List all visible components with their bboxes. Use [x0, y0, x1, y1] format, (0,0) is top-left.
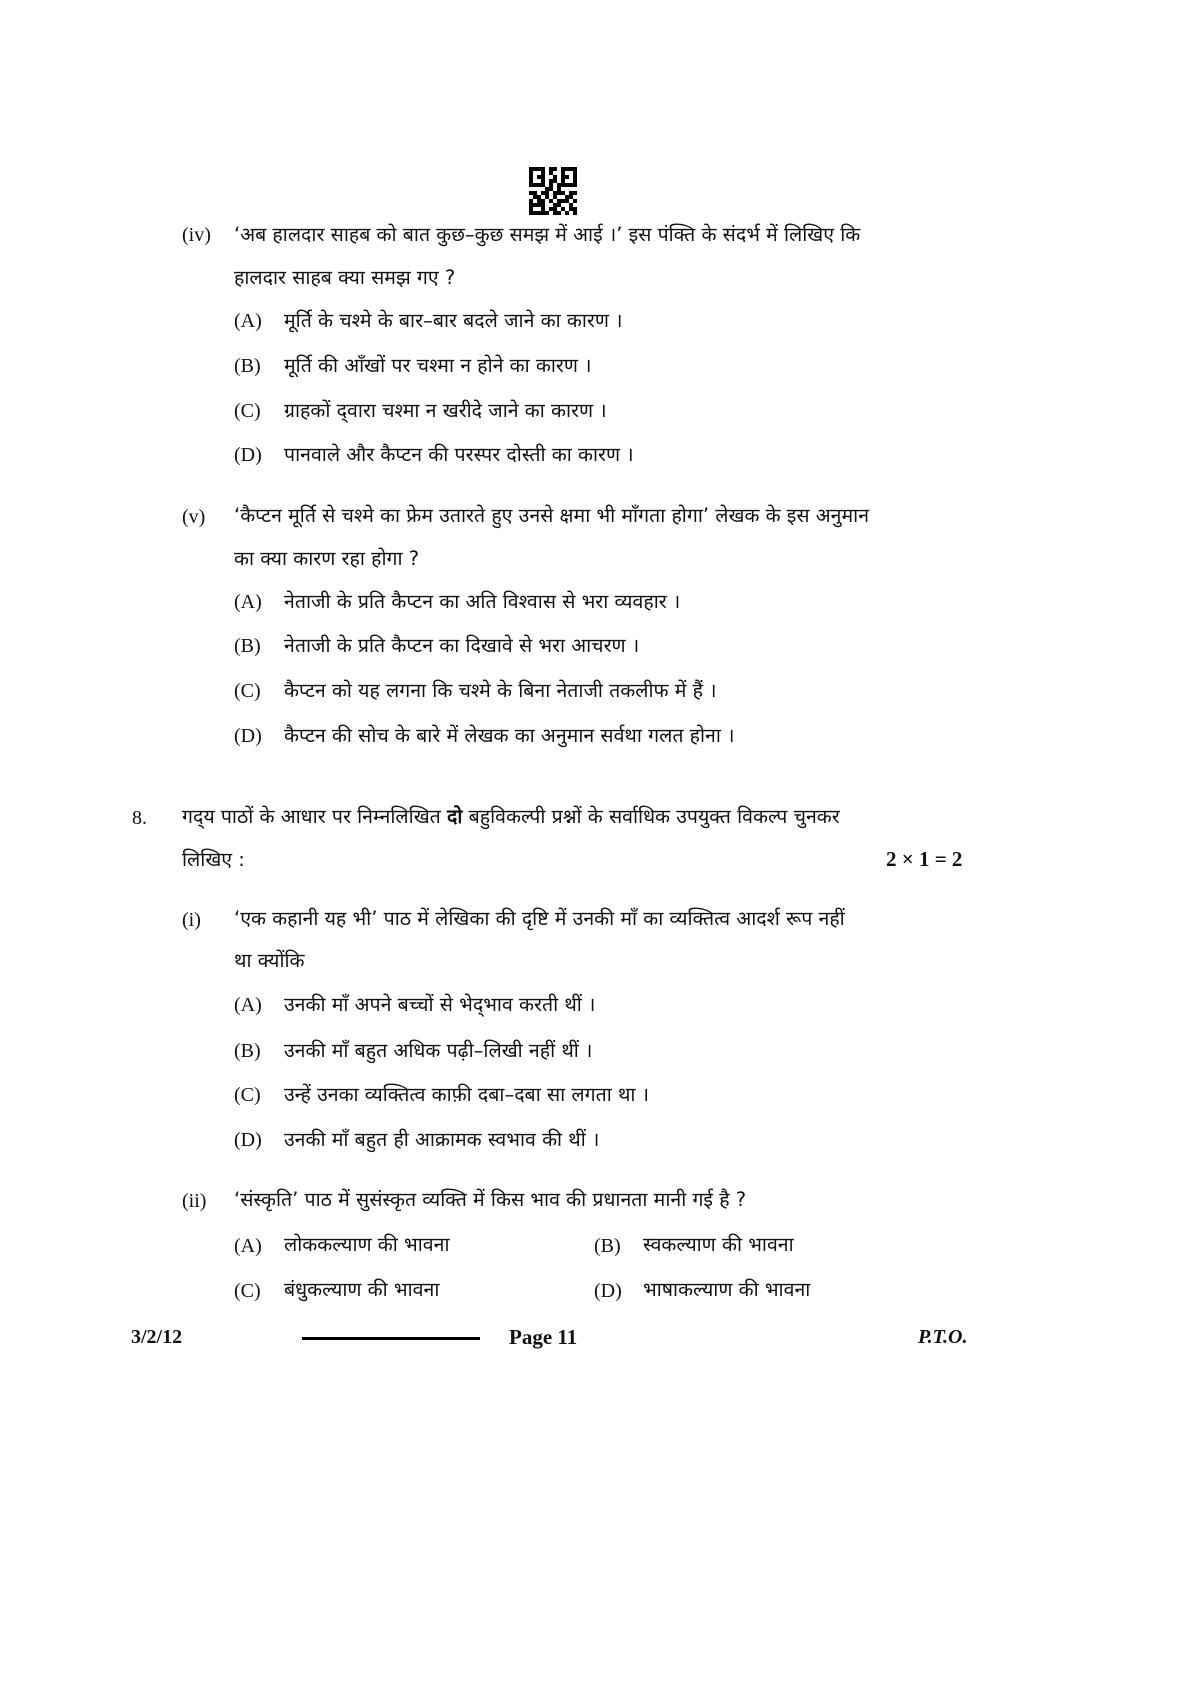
question-number: (v)	[182, 506, 206, 528]
option-text: उनकी माँ बहुत ही आक्रामक स्वभाव की थीं ।	[284, 1128, 600, 1151]
option-text: कैप्टन की सोच के बारे में लेखक का अनुमान सर्वथा गलत होना ।	[284, 724, 735, 747]
option-text: उनकी माँ बहुत अधिक पढ़ी–लिखी नहीं थीं ।	[284, 1039, 593, 1062]
option-text: उन्हें उनका व्यक्तित्व काफ़ी दबा–दबा सा लगता था ।	[284, 1083, 650, 1106]
question-text	[182, 803, 840, 831]
option-text: स्वकल्याण की भावना	[643, 1233, 794, 1256]
pto-label: P.T.O.	[918, 1326, 968, 1348]
option-label: (B)	[234, 355, 261, 377]
option-label: (C)	[234, 400, 261, 422]
option-label: (A)	[234, 994, 262, 1016]
option-text: नेताजी के प्रति कैप्टन का अति विश्वास से भरा व्यवहार ।	[284, 590, 681, 613]
question-text-bold: दो	[446, 805, 463, 828]
option-text: ग्राहकों द्‌वारा चश्मा न खरीदे जाने का कारण ।	[284, 399, 607, 422]
question-text: था क्योंकि	[234, 949, 305, 972]
option-label: (C)	[234, 1084, 261, 1106]
option-text: उनकी माँ अपने बच्चों से भेद्‌भाव करती थीं ।	[284, 993, 596, 1016]
option-text: मूर्ति की आँखों पर चश्मा न होने का कारण ।	[284, 354, 592, 377]
option-label: (B)	[594, 1235, 621, 1257]
option-text: लोककल्याण की भावना	[284, 1233, 450, 1256]
option-text: मूर्ति के चश्मे के बार–बार बदले जाने का कारण ।	[284, 309, 623, 332]
question-text: ‘संस्कृति’ पाठ में सुसंस्कृत व्यक्ति में किस भाव की प्रधानता मानी गई है ?	[234, 1188, 747, 1211]
option-text: बंधुकल्याण की भावना	[284, 1278, 440, 1301]
option-label: (D)	[234, 725, 262, 747]
qr-code-icon	[529, 167, 577, 214]
option-label: (B)	[234, 635, 261, 657]
question-text: ‘एक कहानी यह भी’ पाठ में लेखिका की दृष्टि में उनकी माँ का व्यक्तित्व आदर्श रूप नहीं	[234, 907, 845, 930]
option-label: (C)	[234, 1280, 261, 1302]
option-label: (B)	[234, 1040, 261, 1062]
option-label: (A)	[234, 1235, 262, 1257]
option-label: (A)	[234, 591, 262, 613]
option-label: (D)	[234, 444, 262, 466]
option-label: (D)	[234, 1129, 262, 1151]
question-text: हालदार साहब क्या समझ गए ?	[234, 266, 456, 289]
question-number: 8.	[132, 807, 147, 829]
marks-allocation: 2 × 1 = 2	[886, 847, 963, 871]
question-text: का क्या कारण रहा होगा ?	[234, 547, 420, 570]
option-text: नेताजी के प्रति कैप्टन का दिखावे से भरा आचरण ।	[284, 634, 640, 657]
question-text-part: बहुविकल्पी प्रश्नों के सर्वाधिक उपयुक्त विकल्प चुनकर	[462, 805, 840, 828]
footer-rule	[302, 1337, 480, 1340]
question-number: (iv)	[182, 224, 211, 246]
question-text: ‘अब हालदार साहब को बात कुछ–कुछ समझ में आई ।’ इस पंक्ति के संदर्भ में लिखिए कि	[234, 223, 861, 246]
option-text: भाषाकल्याण की भावना	[643, 1278, 811, 1301]
question-text: ‘कैप्टन मूर्ति से चश्मे का फ्रेम उतारते हुए उनसे क्षमा भी माँगता होगा’ लेखक के इस अनुमान	[234, 504, 870, 527]
question-number: (ii)	[182, 1190, 207, 1212]
option-label: (A)	[234, 310, 262, 332]
option-text: कैप्टन को यह लगना कि चश्मे के बिना नेताजी तकलीफ में हैं ।	[284, 679, 717, 702]
option-text: पानवाले और कैप्टन की परस्पर दोस्ती का कारण ।	[284, 443, 634, 466]
option-label: (D)	[594, 1280, 622, 1302]
question-number: (i)	[182, 909, 201, 931]
question-text: लिखिए :	[182, 848, 245, 871]
option-label: (C)	[234, 680, 261, 702]
question-text-part: गद्‌य पाठों के आधार पर निम्नलिखित	[182, 805, 447, 828]
page-number: Page 11	[509, 1325, 578, 1349]
paper-code: 3/2/12	[131, 1326, 183, 1348]
